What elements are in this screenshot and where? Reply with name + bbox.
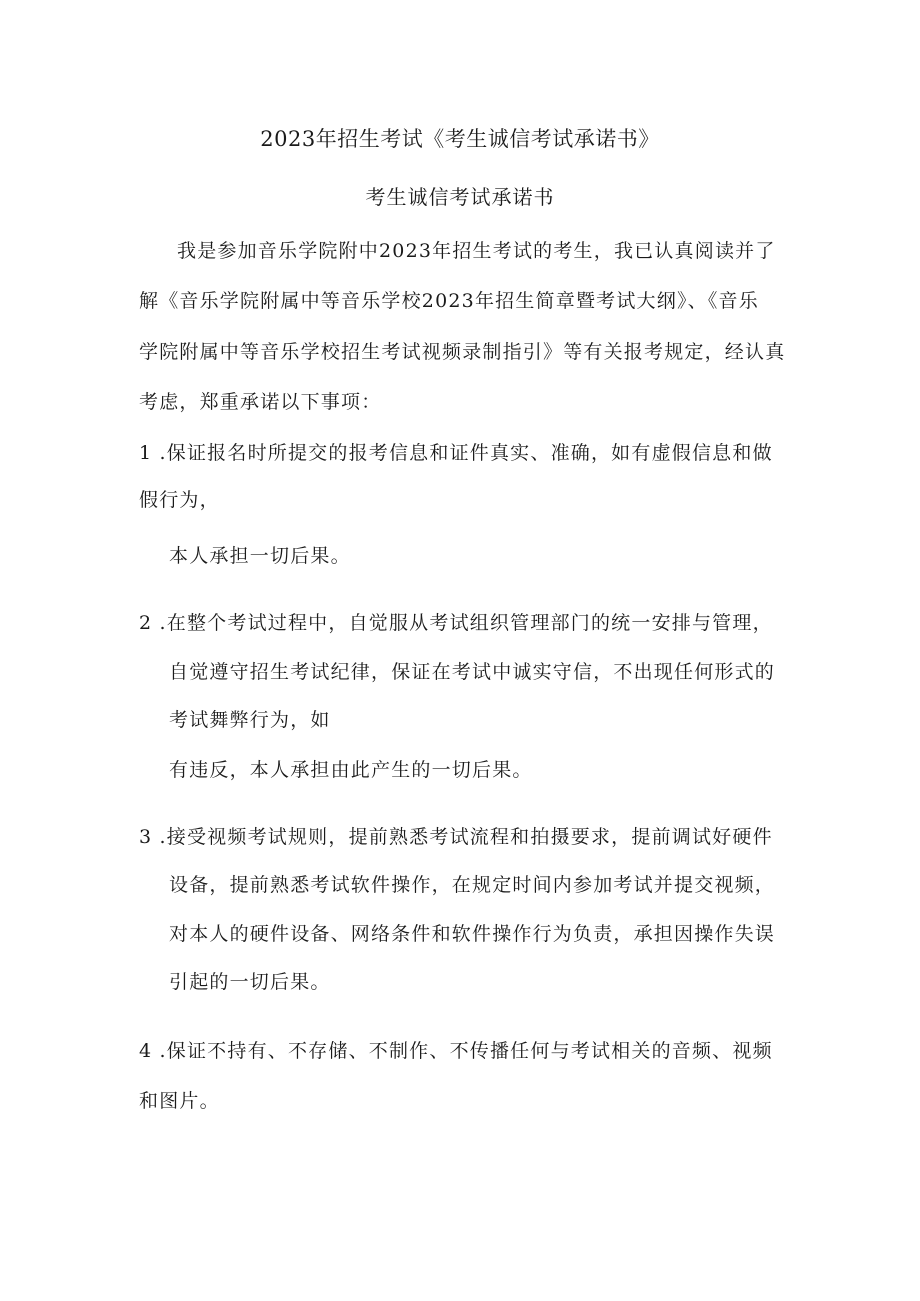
pledge-item-2-line: 考试舞弊行为，如 xyxy=(169,709,331,731)
pledge-item-4-line: 和图片。 xyxy=(139,1090,220,1112)
pledge-item-3-line: 对本人的硬件设备、网络条件和软件操作行为负责，承担因操作失误 xyxy=(169,923,776,945)
intro-line: 学院附属中等音乐学校招生考试视频录制指引》等有关报考规定，经认真 xyxy=(139,341,786,363)
pledge-item-3-line: 3 .接受视频考试规则，提前熟悉考试流程和拍摄要求，提前调试好硬件 xyxy=(139,826,773,848)
pledge-item-2-line: 自觉遵守招生考试纪律，保证在考试中诚实守信，不出现任何形式的 xyxy=(169,661,776,683)
document-title: 2023年招生考试《考生诚信考试承诺书》 xyxy=(260,127,660,151)
pledge-item-4-line: 4 .保证不持有、不存储、不制作、不传播任何与考试相关的音频、视频 xyxy=(139,1040,773,1062)
pledge-item-3-line: 引起的一切后果。 xyxy=(169,971,331,993)
pledge-item-1-line: 假行为， xyxy=(139,489,220,511)
intro-line: 考虑，郑重承诺以下事项： xyxy=(139,391,382,413)
intro-line: 解《音乐学院附属中等音乐学校2023年招生简章暨考试大纲》、《音乐 xyxy=(139,290,759,312)
pledge-item-2-line: 有违反，本人承担由此产生的一切后果。 xyxy=(169,759,533,781)
document-subtitle: 考生诚信考试承诺书 xyxy=(365,185,555,209)
pledge-item-1-line: 本人承担一切后果。 xyxy=(169,545,351,567)
pledge-item-3-line: 设备，提前熟悉考试软件操作，在规定时间内参加考试并提交视频， xyxy=(169,874,776,896)
intro-line: 我是参加音乐学院附中2023年招生考试的考生，我已认真阅读并了 xyxy=(177,240,776,262)
pledge-item-2-line: 2 .在整个考试过程中，自觉服从考试组织管理部门的统一安排与管理， xyxy=(139,612,773,634)
pledge-item-1-line: 1 .保证报名时所提交的报考信息和证件真实、准确，如有虚假信息和做 xyxy=(139,442,773,464)
